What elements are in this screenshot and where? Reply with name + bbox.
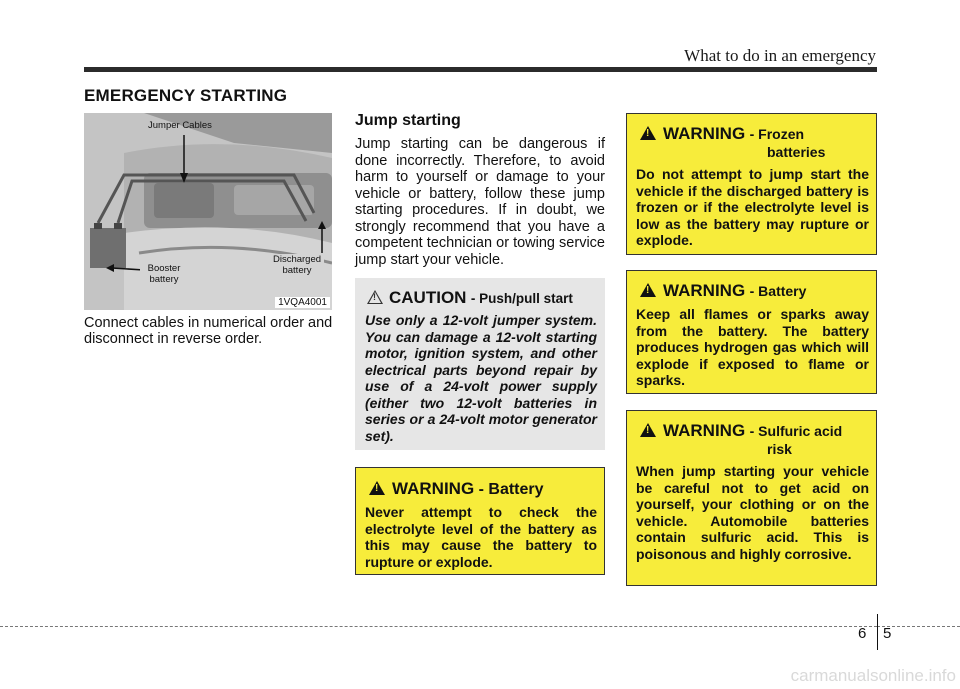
- warning-subtitle: - Battery: [478, 481, 544, 498]
- watermark: carmanualsonline.info: [790, 666, 956, 685]
- page-number: 5: [883, 625, 892, 642]
- warning-word: WARNING: [663, 124, 746, 143]
- warning-icon: [640, 283, 656, 297]
- jump-starting-body: Jump starting can be dangerous if done incorrectly. Therefore, to avoid harm to yourself or damage to your vehicle or battery, follow these jump starting procedures. If in doubt, we strongly recommend that you have a competent technician or towing service jump start your vehicle.: [355, 136, 605, 268]
- label-discharged-battery: Discharged battery: [270, 254, 324, 276]
- footer-rule: [0, 626, 877, 627]
- jump-start-illustration: [84, 113, 332, 310]
- chapter-number: 6: [858, 625, 867, 642]
- caution-word: CAUTION: [389, 288, 467, 307]
- warning-word: WARNING: [663, 421, 746, 440]
- warning-body: When jump starting your vehicle be careful not to get acid on yourself, your clothing or on the vehicle. Automobile batteries contain sulfuric acid. This is poisonous and highly corrosive.: [636, 463, 869, 562]
- caution-subtitle: - Push/pull start: [470, 291, 573, 306]
- caution-body: Use only a 12-volt jumper system. You can damage a 12-volt starting motor, ignition system, and other electrical parts beyond repair by use of a 24-volt power supply (either two 12-volt batteries in series or a 24-volt motor generator set).: [365, 312, 597, 444]
- running-header: What to do in an emergency: [684, 46, 876, 65]
- warning-title: [663, 421, 842, 441]
- warning-body: Do not attempt to jump start the vehicle if the discharged battery is frozen or if the electrolyte level is low as the battery may rupture or explode.: [636, 166, 869, 248]
- warning-title: [663, 281, 806, 301]
- warning-subtitle: - Battery: [749, 283, 807, 299]
- label-jumper-cables: Jumper Cables: [148, 120, 212, 131]
- section-title: EMERGENCY STARTING: [84, 86, 288, 105]
- warning-body: Keep all flames or sparks away from the battery. The battery produces hydrogen gas which will explode if exposed to flame or sparks.: [636, 306, 869, 388]
- warning-subtitle-line1: - Frozen: [749, 126, 805, 142]
- warning-subtitle-line2: batteries: [767, 144, 826, 160]
- warning-title: [392, 479, 544, 499]
- caution-title: [389, 288, 573, 308]
- warning-word: WARNING: [392, 479, 475, 498]
- warning-icon: [640, 126, 656, 140]
- warning-box-sulfuric-acid: [626, 410, 877, 586]
- warning-subtitle-line2: risk: [767, 441, 792, 457]
- warning-icon: [369, 481, 385, 495]
- warning-box-frozen: [626, 113, 877, 255]
- warning-word: WARNING: [663, 281, 746, 300]
- engine-bay-drawing: [84, 113, 332, 310]
- figure-code: 1VQA4001: [275, 297, 330, 308]
- warning-title: [663, 124, 804, 144]
- figure-caption: Connect cables in numerical order and disconnect in reverse order.: [84, 315, 333, 347]
- warning-subtitle-line1: - Sulfuric acid: [749, 423, 843, 439]
- warning-box-battery-check: [355, 467, 605, 575]
- jump-starting-heading: Jump starting: [355, 112, 461, 129]
- page-number-divider: [877, 614, 878, 650]
- warning-body: Never attempt to check the electrolyte level of the battery as this may cause the battery to rupture or explode.: [365, 504, 597, 570]
- caution-box-push-pull: [355, 278, 605, 450]
- header-rule: [84, 67, 877, 72]
- warning-icon: [640, 423, 656, 437]
- label-booster-battery: Booster battery: [140, 263, 188, 285]
- caution-icon: [367, 290, 383, 304]
- warning-box-battery-flames: [626, 270, 877, 394]
